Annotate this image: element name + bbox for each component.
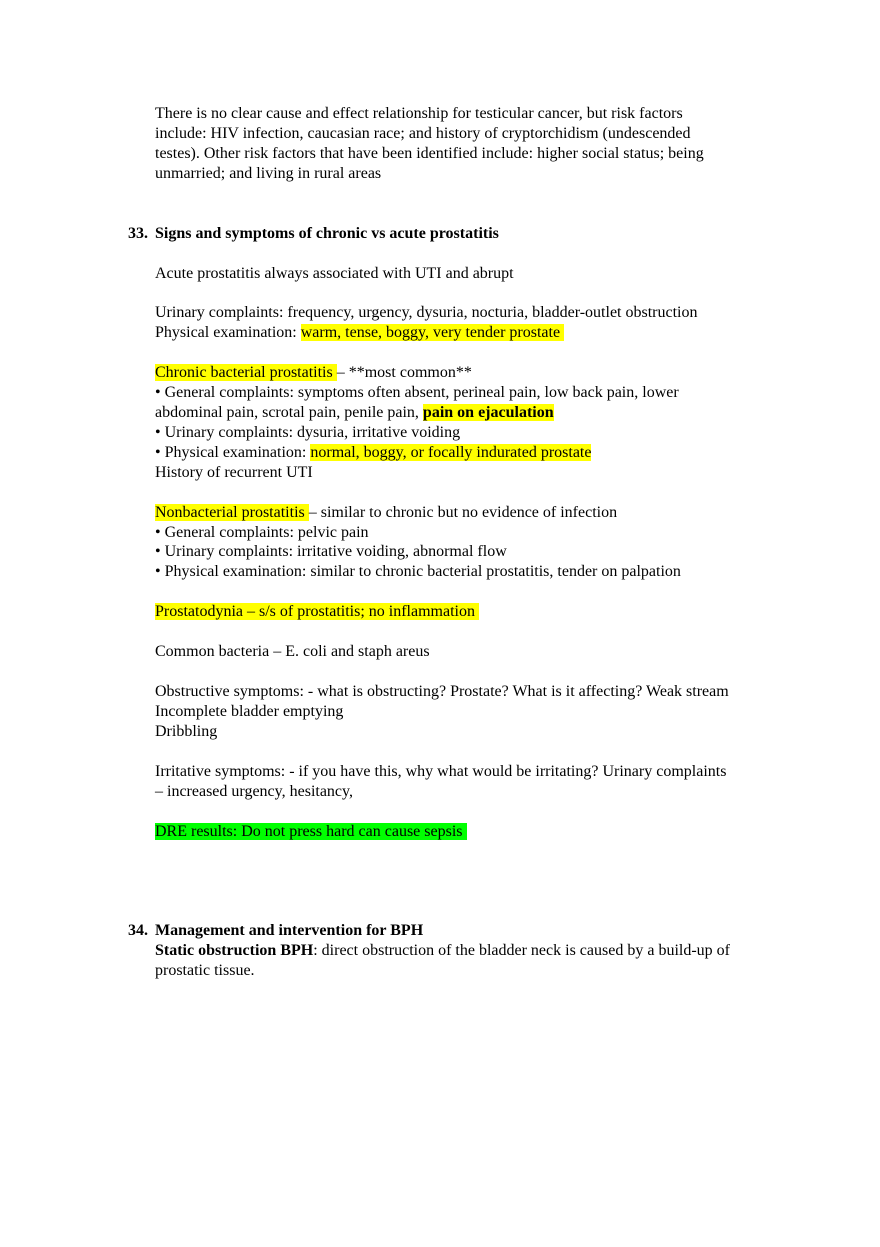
bullet-line: • General complaints: pelvic pain: [155, 524, 369, 541]
text: : direct obstruction of the bladder neck is caused by a build-up of: [313, 942, 730, 959]
physical-exam-line: [155, 323, 564, 343]
static-obstruction-line: prostatic tissue.: [155, 962, 255, 979]
text: – **most common**: [336, 364, 472, 381]
highlighted-text: Chronic bacterial prostatitis: [155, 364, 337, 381]
intro-line: There is no clear cause and effect relationship for testicular cancer, but risk factors: [155, 105, 683, 122]
bacteria-line: Common bacteria – E. coli and staph areus: [155, 643, 430, 660]
nonbacterial-heading: [155, 503, 617, 523]
highlighted-text: Prostatodynia – s/s of prostatitis; no inflammation: [155, 603, 479, 620]
section-heading: Management and intervention for BPH: [155, 922, 424, 939]
section-number: 34.: [128, 922, 148, 939]
bullet-line: • Physical examination: similar to chronic bacterial prostatitis, tender on palpation: [155, 563, 681, 580]
text: abdominal pain, scrotal pain, penile pain,: [155, 404, 423, 421]
acute-text: Acute prostatitis always associated with UTI and abrupt: [155, 265, 514, 282]
static-obstruction-line: [155, 941, 730, 961]
chronic-heading: [155, 363, 472, 383]
dre-line: [155, 822, 467, 842]
irritative-line: – increased urgency, hesitancy,: [155, 783, 353, 800]
obstructive-line: Obstructive symptoms: - what is obstructing? Prostate? What is it affecting? Weak stream: [155, 683, 729, 700]
highlighted-text: warm, tense, boggy, very tender prostate: [300, 324, 565, 341]
label: • Physical examination:: [155, 444, 311, 461]
bullet-line: [155, 443, 591, 463]
obstructive-line: Incomplete bladder emptying: [155, 703, 344, 720]
history-line: History of recurrent UTI: [155, 464, 313, 481]
bold-term: Static obstruction BPH: [155, 942, 314, 959]
intro-line: include: HIV infection, caucasian race; and history of cryptorchidism (undescended: [155, 125, 691, 142]
intro-line: testes). Other risk factors that have been identified include: higher social status; being: [155, 145, 704, 162]
bullet-line-cont: [155, 403, 554, 423]
obstructive-line: Dribbling: [155, 723, 218, 740]
section-number: 33.: [128, 225, 148, 242]
intro-line: unmarried; and living in rural areas: [155, 165, 382, 182]
bullet-line: • General complaints: symptoms often absent, perineal pain, low back pain, lower: [155, 384, 679, 401]
label: Physical examination:: [155, 324, 301, 341]
section-heading: Signs and symptoms of chronic vs acute prostatitis: [155, 225, 499, 242]
irritative-line: Irritative symptoms: - if you have this, why what would be irritating? Urinary complaints: [155, 763, 727, 780]
bullet-line: • Urinary complaints: irritative voiding, abnormal flow: [155, 543, 507, 560]
bullet-line: • Urinary complaints: dysuria, irritative voiding: [155, 424, 461, 441]
highlighted-text: Nonbacterial prostatitis: [155, 504, 309, 521]
urinary-complaints: Urinary complaints: frequency, urgency, dysuria, nocturia, bladder-outlet obstruction: [155, 304, 698, 321]
highlighted-text: normal, boggy, or focally indurated prostate: [310, 444, 592, 461]
green-highlighted-text: DRE results: Do not press hard can cause sepsis: [155, 823, 467, 840]
text: – similar to chronic but no evidence of infection: [308, 504, 618, 521]
highlighted-bold-text: pain on ejaculation: [422, 404, 554, 421]
prostatodynia-line: [155, 602, 479, 622]
